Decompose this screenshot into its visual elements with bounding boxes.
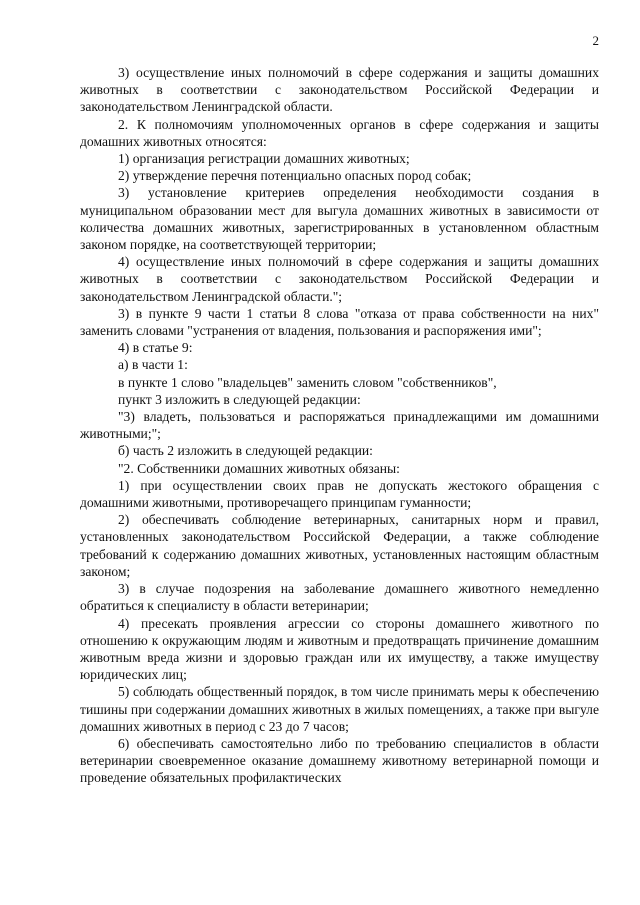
- paragraph: 4) осуществление иных полномочий в сфере содержания и защиты домашних животных в соответствии с законодательством Российской Федерации и законодательством Ленинградской области.";: [80, 254, 599, 304]
- document-body: [80, 64, 599, 787]
- paragraph: в пункте 1 слово "владельцев" заменить словом "собственников",: [118, 374, 497, 390]
- paragraph: пункт 3 изложить в следующей редакции:: [118, 391, 361, 407]
- paragraph: б) часть 2 изложить в следующей редакции:: [118, 443, 373, 459]
- paragraph: 1) при осуществлении своих прав не допускать жестокого обращения с домашними животными, противоречащего принципам гуманности;: [80, 477, 599, 511]
- paragraph: 3) в пункте 9 части 1 статьи 8 слова "отказа от права собственности на них" заменить словами "устранения от владения, пользования и распоряжения ими";: [80, 305, 599, 339]
- paragraph: 1) организация регистрации домашних животных;: [118, 151, 410, 167]
- paragraph: 3) осуществление иных полномочий в сфере содержания и защиты домашних животных в соответствии с законодательством Российской Федерации и законодательством Ленинградской области.: [80, 65, 599, 115]
- paragraph: 6) обеспечивать самостоятельно либо по требованию специалистов в области ветеринарии своевременное оказание домашнему животному ветеринарной помощи и проведение обязательных профилактических: [80, 735, 599, 786]
- paragraph: 2) обеспечивать соблюдение ветеринарных, санитарных норм и правил, установленных законодательством Российской Федерации, а также соблюдение требований к содержанию домашних животных, установленных настоящим областным законом;: [80, 512, 599, 579]
- paragraph: "3) владеть, пользоваться и распоряжаться принадлежащими им домашними животными;";: [80, 409, 599, 442]
- paragraph: 5) соблюдать общественный порядок, в том числе принимать меры к обеспечению тишины при содержании домашних животных в жилых помещениях, а также при выгуле домашних животных в период с 23 до 7 часов;: [80, 684, 599, 734]
- paragraph: 3) установление критериев определения необходимости создания в муниципальном образовании мест для выгула домашних животных в зависимости от количества домашних животных, зарегистрированных в установленном областным законом порядке, на соответствующей территории;: [80, 185, 599, 253]
- paragraph: 2) утверждение перечня потенциально опасных пород собак;: [118, 168, 472, 184]
- page-number: 2: [592, 33, 599, 48]
- paragraph: 4) пресекать проявления агрессии со стороны домашнего животного по отношению к окружающим людям и животным и предотвращать причинение домашним животным вреда жизни и здоровью граждан или их имуществу, а также имуществу юридических лиц;: [80, 615, 599, 683]
- paragraph: 4) в статье 9:: [118, 340, 193, 356]
- paragraph: 2. К полномочиям уполномоченных органов в сфере содержания и защиты домашних животных относятся:: [80, 116, 599, 149]
- paragraph: "2. Собственники домашних животных обязаны:: [118, 460, 400, 476]
- paragraph: а) в части 1:: [118, 357, 188, 373]
- paragraph: 3) в случае подозрения на заболевание домашнего животного немедленно обратиться к специалисту в области ветеринарии;: [80, 581, 599, 614]
